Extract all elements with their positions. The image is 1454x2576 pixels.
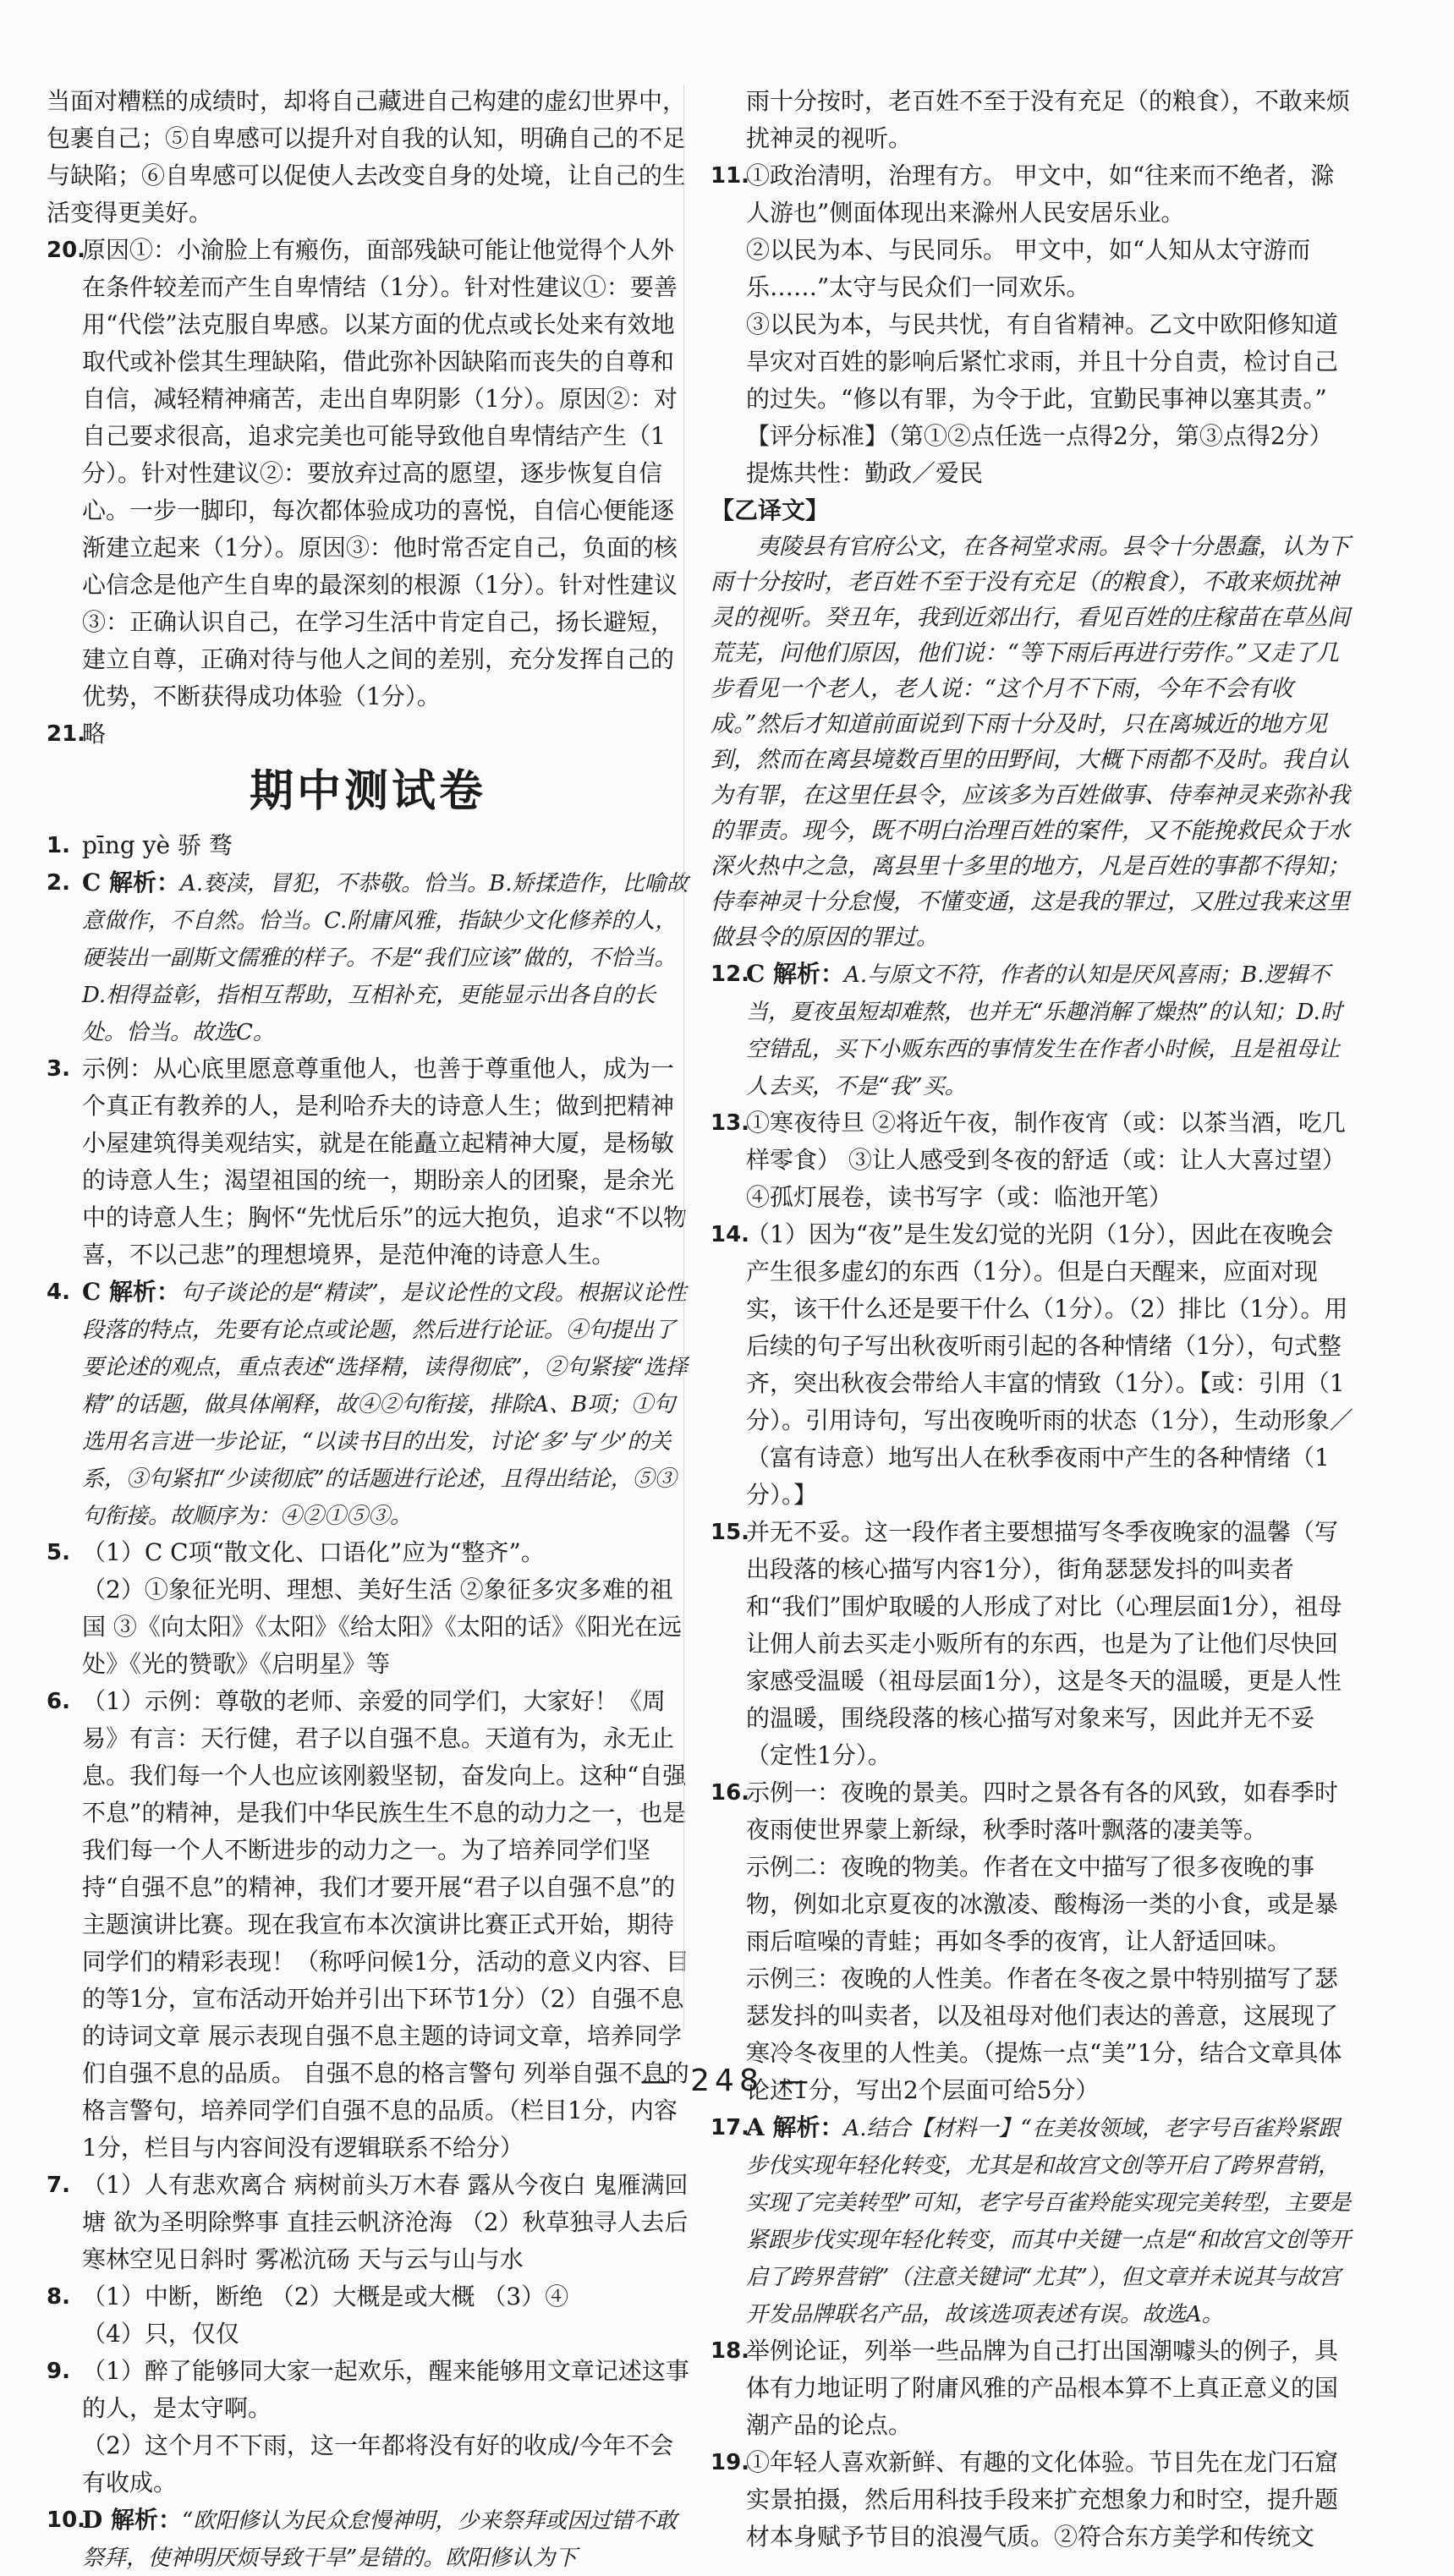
answer-5-part-1: （1）C C项“散文化、口语化”应为“整齐”。 xyxy=(82,1538,545,1566)
section-title: 期中测试卷 xyxy=(249,766,486,817)
answer-8-part-2: （4）只，仅仅 xyxy=(82,2320,239,2348)
translation-text: 夷陵县有官府公文，在各祠堂求雨。县令十分愚蠢，认为下雨十分按时，老百姓不至于没有充足（的粮食），不敢来烦扰神灵的视听。癸丑年，我到近郊出行，看见百姓的庄稼苗在草丛间荒芜，问他们原因，他们说：“等下雨后再进行劳作。”又走了几步看见一个老人，老人说：“这个月不下雨，今年不会有收成。”然后才知道前面说到下雨十分及时，只在离城近的地方见到，然而在离县境数百里的田野间，大概下雨都不及时。我自认为有罪，在这里任县令，应该多为百姓做事、侍奉神灵来弥补我的罪责。现今，既不明白治理百姓的案件，又不能挽救民众于水深火热中之急，离县里十多里的地方，凡是百姓的事都不得知；侍奉神灵十分怠慢，不懂变通，这是我的罪过，又胜过我来这里做县令的原因的罪过。 xyxy=(711,534,1350,951)
answer-16-number: 16. xyxy=(711,1780,750,1806)
answer-15 xyxy=(711,1514,1353,1774)
answer-2 xyxy=(47,864,689,1050)
answer-9-number: 9. xyxy=(47,2359,70,2384)
answer-17-number: 17. xyxy=(711,2115,750,2140)
page-number: — 248 — xyxy=(639,2064,815,2098)
answer-18 xyxy=(711,2332,1353,2444)
answer-16-example-3: 示例三：夜晚的人性美。作者在冬夜之景中特别描写了瑟瑟发抖的叫卖者，以及祖母对他们表达的善意，这展现了寒冷冬夜里的人性美。（提炼一点“美”1分，结合文章具体论述1分，写出2个层面可给5分） xyxy=(746,1965,1342,2104)
answer-4-text: 句子谈论的是“精读”，是议论性的文段。根据议论性段落的特点，先要有论点或论题，然后进行论证。④句提出了要论述的观点，重点表述“选择精，读得彻底”，②句紧接“选择精”的话题，做具体阐释，故④②句衔接，排除A、B项；①句选用名言进一步论证，“以读书目的出发，讨论‘多’与‘少’的关系，③句紧扣“少读彻底”的话题进行论述，且得出结论，⑤③句衔接。故顺序为：④②①⑤③。 xyxy=(82,1280,688,1529)
answer-19-number: 19. xyxy=(711,2450,750,2475)
answer-21-number: 21. xyxy=(47,721,86,747)
column-divider xyxy=(683,85,684,2030)
right-column xyxy=(711,83,1353,2556)
answer-17 xyxy=(711,2109,1353,2332)
answer-12-text: A.与原文不符，作者的认知是厌风喜雨；B.逻辑不当，夏夜虽短却难熬，也并无“乐趣消解了燥热”的认知；D.时空错乱，买下小贩东西的事情发生在作者小时候，且是祖母让人去买，不是“我”买。 xyxy=(746,962,1342,1099)
answer-6-text: （1）示例：尊敬的老师、亲爱的同学们，大家好！《周易》有言：天行健，君子以自强不息。天道有为，永无止息。我们每一个人也应该刚毅坚韧，奋发向上。这种“自强不息”的精神，是我们中华民族生生不息的动力之一，也是我们每一个人不断进步的动力之一。为了培养同学们坚持“自强不息”的精神，我们才要开展“君子以自强不息”的主题演讲比赛。现在我宣布本次演讲比赛正式开始，期待同学们的精彩表现！（称呼问候1分，活动的意义内容、目的等1分，宣布活动开始并引出下环节1分）（2）自强不息的诗词文章 展示表现自强不息主题的诗词文章，培养同学们自强不息的品质。 自强不息的格言警句 列举自强不息的格言警句，培养同学们自强不息的品质。（栏目1分，内容1分，栏目与内容间没有逻辑联系不给分） xyxy=(82,1687,689,2162)
answer-21 xyxy=(47,715,689,753)
answer-2-head: C 解析： xyxy=(82,869,181,896)
answer-11-scoring: 【评分标准】（第①②点任选一点得2分，第③点得2分） xyxy=(746,422,1333,450)
answer-1-text: pīng yè 骄 骛 xyxy=(82,831,233,859)
answer-1-number: 1. xyxy=(47,833,70,858)
answer-3-number: 3. xyxy=(47,1056,70,1082)
answer-18-number: 18. xyxy=(711,2338,750,2364)
answer-17-text: A.结合【材料一】“在美妆领域，老字号百雀羚紧跟步伐实现年轻化转变，尤其是和故宫文创等开启了跨界营销，实现了完美转型”可知，老字号百雀羚能实现完美转型，主要是紧跟步伐实现年轻化转变，而其中关键一点是“和故宫文创等开启了跨界营销”（注意关键词“尤其”），但文章并未说其与故宫开发品牌联名产品，故该选项表述有误。故选A。 xyxy=(746,2116,1352,2327)
answer-11-number: 11. xyxy=(711,163,750,189)
answer-16-example-1: 示例一：夜晚的景美。四时之景各有各的风致，如春季时夜雨使世界蒙上新绿，秋季时落叶飘落的凄美等。 xyxy=(746,1779,1339,1844)
answer-10 xyxy=(47,2502,689,2576)
left-column xyxy=(47,83,689,2576)
answer-19 xyxy=(711,2444,1353,2556)
answer-16 xyxy=(711,1774,1353,2109)
answer-15-text: 并无不妥。这一段作者主要想描写冬季夜晚家的温馨（写出段落的核心描写内容1分），街角瑟瑟发抖的叫卖者和“我们”围炉取暖的人形成了对比（心理层面1分），祖母让佣人前去买走小贩所有的东西，也是为了让他们尽快回家感受温暖（祖母层面1分），这是冬天的温暖，更是人性的温暖，围绕段落的核心描写对象来写，因此并无不妥（定性1分）。 xyxy=(746,1518,1342,1769)
answer-12 xyxy=(711,956,1353,1104)
answer-19-text: ①年轻人喜欢新鲜、有趣的文化体验。节目先在龙门石窟实景拍摄，然后用科技手段来扩充想象力和时空，提升题材本身赋予节目的浪漫气质。②符合东方美学和传统文 xyxy=(746,2448,1339,2551)
answer-11-part-3: ③以民为本，与民共忧，有自省精神。乙文中欧阳修知道旱灾对百姓的影响后紧忙求雨，并且十分自责，检讨自己的过失。“修以有罪，为令于此，宜勤民事神以塞其责。” xyxy=(746,310,1339,413)
answer-7 xyxy=(47,2167,689,2278)
answer-9-part-1: （1）醉了能够同大家一起欢乐，醒来能够用文章记述这事的人，是太守啊。 xyxy=(82,2357,689,2422)
answer-5-part-2: （2）①象征光明、理想、美好生活 ②象征多灾多难的祖国 ③《向太阳》《太阳》《给太阳》《太阳的话》《阳光在远处》《光的赞歌》《启明星》等 xyxy=(82,1576,682,1678)
left-top-paragraph: 当面对糟糕的成绩时，却将自己藏进自己构建的虚幻世界中，包裹自己；⑤自卑感可以提升对自我的认知，明确自己的不足与缺陷；⑥自卑感可以促使人去改变自身的处境，让自己的生活变得更美好。 xyxy=(47,87,687,227)
answer-9 xyxy=(47,2353,689,2502)
answer-11-summary: 提炼共性：勤政／爱民 xyxy=(746,459,984,487)
answer-11-part-2: ②以民为本、与民同乐。 甲文中，如“人知从太守游而乐……”太守与民众们一同欢乐。 xyxy=(746,236,1311,301)
answer-8 xyxy=(47,2278,689,2353)
answer-20-text: 原因①：小渝脸上有瘢伤，面部残缺可能让他觉得个人外在条件较差而产生自卑情结（1分）。针对性建议①：要善用“代偿”法克服自卑感。以某方面的优点或长处来有效地取代或补偿其生理缺陷，借此弥补因缺陷而丧失的自尊和自信，减轻精神痛苦，走出自卑阴影（1分）。原因②：对自己要求很高，追求完美也可能导致他自卑情结产生（1分）。针对性建议②：要放弃过高的愿望，逐步恢复自信心。一步一脚印，每次都体验成功的喜悦，自信心便能逐渐建立起来（1分）。原因③：他时常否定自己，负面的核心信念是他产生自卑的最深刻的根源（1分）。针对性建议③：正确认识自己，在学习生活中肯定自己，扬长避短，建立自尊，正确对待与他人之间的差别，充分发挥自己的优势，不断获得成功体验（1分）。 xyxy=(82,236,678,710)
answer-20-number: 20. xyxy=(47,238,86,263)
answer-13-text: ①寒夜待旦 ②将近午夜，制作夜宵（或：以茶当酒，吃几样零食） ③让人感受到冬夜的舒适（或：让人大喜过望） ④孤灯展卷，读书写字（或：临池开笔） xyxy=(746,1109,1346,1211)
answer-5 xyxy=(47,1534,689,1683)
answer-4 xyxy=(47,1274,689,1534)
answer-5-number: 5. xyxy=(47,1540,70,1565)
answer-8-number: 8. xyxy=(47,2284,70,2310)
answer-14 xyxy=(711,1216,1353,1514)
answer-2-text: A.亵渎，冒犯，不恭敬。恰当。B.矫揉造作，比喻故意做作，不自然。恰当。C.附庸风雅，指缺少文化修养的人，硬装出一副斯文儒雅的样子。不是“我们应该”做的，不恰当。D.相得益彰，指相互帮助，互相补充，更能显示出各自的长处。恰当。故选C。 xyxy=(82,871,689,1045)
answer-18-text: 举例论证，列举一些品牌为自己打出国潮噱头的例子，具体有力地证明了附庸风雅的产品根本算不上真正意义的国潮产品的论点。 xyxy=(746,2337,1339,2439)
answer-1 xyxy=(47,827,689,864)
answer-2-number: 2. xyxy=(47,870,70,896)
answer-13-number: 13. xyxy=(711,1110,750,1136)
answer-7-number: 7. xyxy=(47,2173,70,2198)
answer-11-part-1: ①政治清明，治理有方。 甲文中，如“往来而不绝者，滁人游也”侧面体现出来滁州人民安居乐业。 xyxy=(746,162,1335,227)
answer-12-number: 12. xyxy=(711,962,750,987)
answer-11 xyxy=(711,157,1353,492)
answer-20 xyxy=(47,232,689,715)
answer-10-number: 10. xyxy=(47,2507,86,2533)
answer-8-part-1: （1）中断，断绝 （2）大概是或大概 （3）④ xyxy=(82,2283,569,2310)
answer-10-head: D 解析： xyxy=(82,2506,183,2534)
answer-13 xyxy=(711,1104,1353,1216)
answer-21-text: 略 xyxy=(82,720,107,748)
answer-4-number: 4. xyxy=(47,1280,70,1305)
answer-3-text: 示例：从心底里愿意尊重他人，也善于尊重他人，成为一个真正有教养的人，是利哈乔夫的诗意人生；做到把精神小屋建筑得美观结实，就是在能矗立起精神大厦，是杨敏的诗意人生；渴望祖国的统一，期盼亲人的团聚，是余光中的诗意人生；胸怀“先忧后乐”的远大抱负，追求“不以物喜，不以己悲”的理想境界，是范仲淹的诗意人生。 xyxy=(82,1055,687,1269)
answer-16-example-2: 示例二：夜晚的物美。作者在文中描写了很多夜晚的事物，例如北京夏夜的冰激凌、酸梅汤一类的小食，或是暴雨后喧噪的青蛙；再如冬季的夜宵，让人舒适回味。 xyxy=(746,1853,1339,1955)
answer-9-part-2: （2）这个月不下雨，这一年都将没有好的收成/今年不会有收成。 xyxy=(82,2431,674,2497)
answer-7-text: （1）人有悲欢离合 病树前头万木春 露从今夜白 鬼雁满回塘 欲为圣明除弊事 直挂云帆济沧海 （2）秋草独寻人去后 寒林空见日斜时 雾凇沆砀 天与云与山与水 xyxy=(82,2171,689,2273)
right-top-paragraph: 雨十分按时，老百姓不至于没有充足（的粮食），不敢来烦扰神灵的视听。 xyxy=(746,87,1351,152)
answer-15-number: 15. xyxy=(711,1520,750,1545)
answer-14-number: 14. xyxy=(711,1222,750,1247)
answer-3 xyxy=(47,1050,689,1274)
answer-17-head: A 解析： xyxy=(746,2113,844,2141)
answer-6-number: 6. xyxy=(47,1689,70,1714)
answer-10-text: “欧阳修认为民众怠慢神明，少来祭拜或因过错不敢祭拜，使神明厌烦导致干旱”是错的。欧阳修认为下 xyxy=(82,2508,678,2571)
answer-12-head: C 解析： xyxy=(746,960,845,988)
translation-title: 【乙译文】 xyxy=(711,496,830,524)
answer-4-head: C 解析： xyxy=(82,1278,181,1306)
answer-14-text: （1）因为“夜”是生发幻觉的光阴（1分），因此在夜晚会产生很多虚幻的东西（1分）。但是白天醒来，应面对现实，该干什么还是要干什么（1分）。（2）排比（1分）。用后续的句子写出秋夜听雨引起的各种情绪（1分），句式整齐，突出秋夜会带给人丰富的情致（1分）。【或：引用（1分）。引用诗句，写出夜晚听雨的状态（1分），生动形象／（富有诗意）地写出人在秋季夜雨中产生的各种情绪（1分）。】 xyxy=(746,1220,1353,1509)
